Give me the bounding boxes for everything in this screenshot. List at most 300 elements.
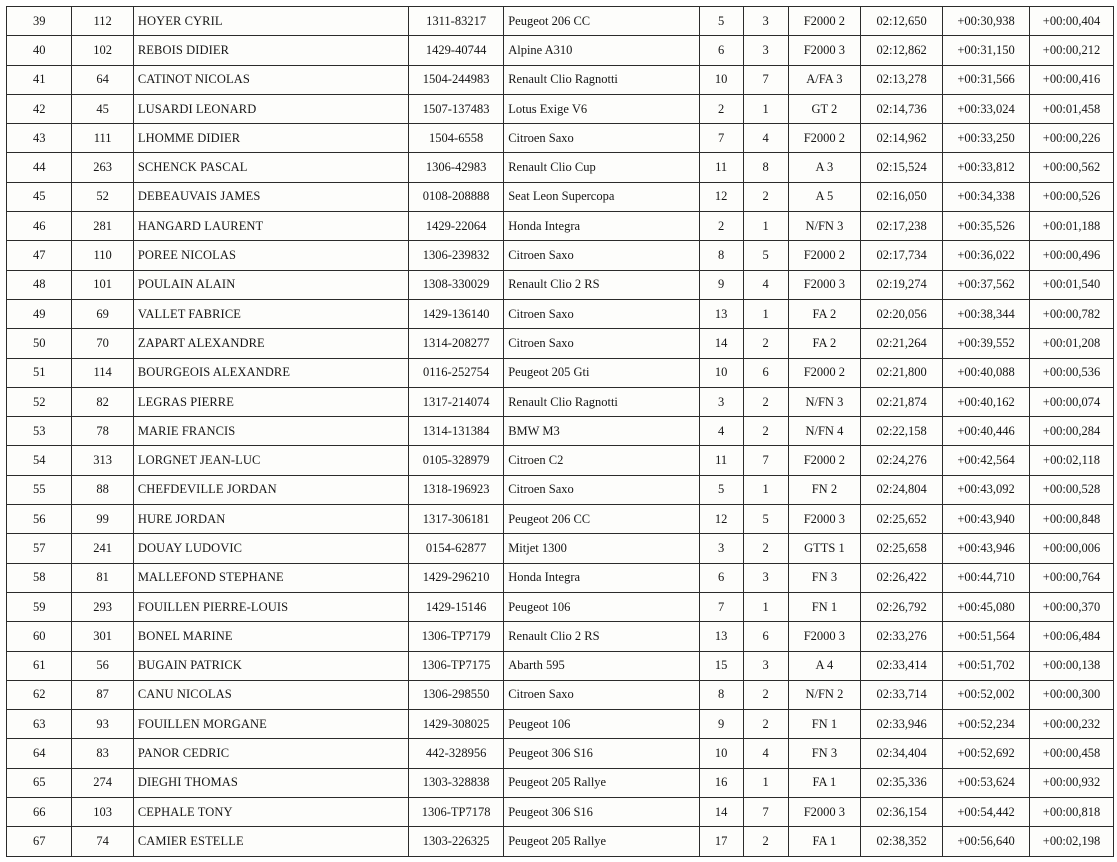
gap-previous-cell: +00:00,212	[1030, 36, 1114, 65]
group-cell: F2000 3	[788, 270, 861, 299]
gap-leader-cell: +00:35,526	[943, 212, 1030, 241]
license-cell: 0116-252754	[409, 358, 504, 387]
group-cell: A 4	[788, 651, 861, 680]
rank-cell: 57	[7, 534, 72, 563]
car-number-cell: 82	[72, 387, 133, 416]
time-cell: 02:20,056	[861, 299, 943, 328]
rank-cell: 52	[7, 387, 72, 416]
group-place-cell: 2	[743, 182, 788, 211]
group-cell: GT 2	[788, 94, 861, 123]
car-model-cell: Renault Clio Cup	[504, 153, 699, 182]
class-rank-cell: 14	[699, 329, 743, 358]
license-cell: 1311-83217	[409, 7, 504, 36]
car-model-cell: Peugeot 206 CC	[504, 505, 699, 534]
gap-leader-cell: +00:33,812	[943, 153, 1030, 182]
class-rank-cell: 6	[699, 36, 743, 65]
class-rank-cell: 5	[699, 475, 743, 504]
class-rank-cell: 8	[699, 241, 743, 270]
group-cell: GTTS 1	[788, 534, 861, 563]
driver-name-cell: BOURGEOIS ALEXANDRE	[133, 358, 408, 387]
gap-leader-cell: +00:39,552	[943, 329, 1030, 358]
car-number-cell: 241	[72, 534, 133, 563]
gap-previous-cell: +00:00,818	[1030, 798, 1114, 827]
table-row	[7, 153, 1114, 182]
gap-leader-cell: +00:53,624	[943, 768, 1030, 797]
table-row	[7, 124, 1114, 153]
table-row	[7, 622, 1114, 651]
gap-leader-cell: +00:52,234	[943, 710, 1030, 739]
time-cell: 02:35,336	[861, 768, 943, 797]
car-model-cell: Peugeot 205 Rallye	[504, 827, 699, 856]
license-cell: 1507-137483	[409, 94, 504, 123]
rank-cell: 49	[7, 299, 72, 328]
table-row	[7, 182, 1114, 211]
group-place-cell: 2	[743, 827, 788, 856]
car-model-cell: Honda Integra	[504, 212, 699, 241]
car-number-cell: 111	[72, 124, 133, 153]
rank-cell: 40	[7, 36, 72, 65]
group-place-cell: 2	[743, 534, 788, 563]
rank-cell: 59	[7, 592, 72, 621]
time-cell: 02:33,946	[861, 710, 943, 739]
rank-cell: 67	[7, 827, 72, 856]
license-cell: 0108-208888	[409, 182, 504, 211]
class-rank-cell: 11	[699, 153, 743, 182]
group-cell: N/FN 3	[788, 387, 861, 416]
group-cell: N/FN 3	[788, 212, 861, 241]
license-cell: 1504-244983	[409, 65, 504, 94]
gap-leader-cell: +00:42,564	[943, 446, 1030, 475]
car-model-cell: Citroen Saxo	[504, 680, 699, 709]
rank-cell: 44	[7, 153, 72, 182]
time-cell: 02:33,276	[861, 622, 943, 651]
rank-cell: 47	[7, 241, 72, 270]
table-row	[7, 563, 1114, 592]
group-place-cell: 3	[743, 651, 788, 680]
time-cell: 02:17,734	[861, 241, 943, 270]
gap-previous-cell: +00:00,932	[1030, 768, 1114, 797]
gap-previous-cell: +00:01,208	[1030, 329, 1114, 358]
license-cell: 1314-131384	[409, 417, 504, 446]
group-cell: FN 1	[788, 710, 861, 739]
gap-previous-cell: +00:00,284	[1030, 417, 1114, 446]
driver-name-cell: CEPHALE TONY	[133, 798, 408, 827]
gap-leader-cell: +00:31,566	[943, 65, 1030, 94]
car-model-cell: Peugeot 205 Rallye	[504, 768, 699, 797]
license-cell: 1303-226325	[409, 827, 504, 856]
table-row	[7, 358, 1114, 387]
rank-cell: 56	[7, 505, 72, 534]
group-cell: F2000 3	[788, 622, 861, 651]
car-model-cell: Lotus Exige V6	[504, 94, 699, 123]
table-row	[7, 768, 1114, 797]
class-rank-cell: 12	[699, 182, 743, 211]
driver-name-cell: CHEFDEVILLE JORDAN	[133, 475, 408, 504]
car-model-cell: Abarth 595	[504, 651, 699, 680]
car-number-cell: 101	[72, 270, 133, 299]
license-cell: 1306-TP7175	[409, 651, 504, 680]
license-cell: 1317-306181	[409, 505, 504, 534]
gap-leader-cell: +00:52,692	[943, 739, 1030, 768]
class-rank-cell: 2	[699, 212, 743, 241]
driver-name-cell: ZAPART ALEXANDRE	[133, 329, 408, 358]
car-model-cell: Mitjet 1300	[504, 534, 699, 563]
driver-name-cell: DEBEAUVAIS JAMES	[133, 182, 408, 211]
gap-previous-cell: +00:00,226	[1030, 124, 1114, 153]
group-place-cell: 8	[743, 153, 788, 182]
group-cell: F2000 2	[788, 358, 861, 387]
group-cell: F2000 2	[788, 241, 861, 270]
gap-leader-cell: +00:44,710	[943, 563, 1030, 592]
car-model-cell: Peugeot 206 CC	[504, 7, 699, 36]
car-number-cell: 112	[72, 7, 133, 36]
license-cell: 1504-6558	[409, 124, 504, 153]
group-cell: FN 1	[788, 592, 861, 621]
gap-leader-cell: +00:43,092	[943, 475, 1030, 504]
rank-cell: 66	[7, 798, 72, 827]
car-model-cell: Renault Clio Ragnotti	[504, 387, 699, 416]
car-number-cell: 64	[72, 65, 133, 94]
car-number-cell: 81	[72, 563, 133, 592]
time-cell: 02:14,736	[861, 94, 943, 123]
gap-leader-cell: +00:43,946	[943, 534, 1030, 563]
class-rank-cell: 8	[699, 680, 743, 709]
car-number-cell: 103	[72, 798, 133, 827]
time-cell: 02:13,278	[861, 65, 943, 94]
class-rank-cell: 13	[699, 622, 743, 651]
gap-previous-cell: +00:00,416	[1030, 65, 1114, 94]
group-cell: FA 1	[788, 768, 861, 797]
license-cell: 1303-328838	[409, 768, 504, 797]
results-table	[6, 6, 1114, 857]
car-model-cell: Renault Clio Ragnotti	[504, 65, 699, 94]
time-cell: 02:36,154	[861, 798, 943, 827]
time-cell: 02:19,274	[861, 270, 943, 299]
rank-cell: 54	[7, 446, 72, 475]
group-place-cell: 3	[743, 7, 788, 36]
driver-name-cell: HOYER CYRIL	[133, 7, 408, 36]
group-place-cell: 2	[743, 680, 788, 709]
time-cell: 02:12,650	[861, 7, 943, 36]
time-cell: 02:15,524	[861, 153, 943, 182]
gap-previous-cell: +00:00,764	[1030, 563, 1114, 592]
group-place-cell: 1	[743, 592, 788, 621]
gap-leader-cell: +00:33,250	[943, 124, 1030, 153]
gap-previous-cell: +00:00,138	[1030, 651, 1114, 680]
rank-cell: 63	[7, 710, 72, 739]
driver-name-cell: CANU NICOLAS	[133, 680, 408, 709]
table-row	[7, 798, 1114, 827]
gap-previous-cell: +00:00,074	[1030, 387, 1114, 416]
group-place-cell: 1	[743, 768, 788, 797]
gap-previous-cell: +00:00,536	[1030, 358, 1114, 387]
car-model-cell: Seat Leon Supercopa	[504, 182, 699, 211]
gap-leader-cell: +00:51,702	[943, 651, 1030, 680]
license-cell: 1306-298550	[409, 680, 504, 709]
driver-name-cell: DOUAY LUDOVIC	[133, 534, 408, 563]
license-cell: 1314-208277	[409, 329, 504, 358]
table-row	[7, 739, 1114, 768]
group-cell: N/FN 2	[788, 680, 861, 709]
class-rank-cell: 13	[699, 299, 743, 328]
gap-leader-cell: +00:40,162	[943, 387, 1030, 416]
time-cell: 02:17,238	[861, 212, 943, 241]
gap-leader-cell: +00:40,446	[943, 417, 1030, 446]
driver-name-cell: VALLET FABRICE	[133, 299, 408, 328]
gap-previous-cell: +00:00,458	[1030, 739, 1114, 768]
table-row	[7, 94, 1114, 123]
car-model-cell: Renault Clio 2 RS	[504, 622, 699, 651]
car-number-cell: 69	[72, 299, 133, 328]
rank-cell: 53	[7, 417, 72, 446]
car-number-cell: 313	[72, 446, 133, 475]
class-rank-cell: 2	[699, 94, 743, 123]
group-cell: F2000 3	[788, 798, 861, 827]
group-place-cell: 7	[743, 798, 788, 827]
driver-name-cell: SCHENCK PASCAL	[133, 153, 408, 182]
gap-previous-cell: +00:00,848	[1030, 505, 1114, 534]
car-number-cell: 281	[72, 212, 133, 241]
table-row	[7, 241, 1114, 270]
gap-leader-cell: +00:45,080	[943, 592, 1030, 621]
driver-name-cell: LEGRAS PIERRE	[133, 387, 408, 416]
car-number-cell: 88	[72, 475, 133, 504]
driver-name-cell: POREE NICOLAS	[133, 241, 408, 270]
class-rank-cell: 3	[699, 534, 743, 563]
table-row	[7, 651, 1114, 680]
table-row	[7, 387, 1114, 416]
class-rank-cell: 17	[699, 827, 743, 856]
time-cell: 02:26,792	[861, 592, 943, 621]
rank-cell: 61	[7, 651, 72, 680]
group-cell: FN 2	[788, 475, 861, 504]
license-cell: 1308-330029	[409, 270, 504, 299]
rank-cell: 65	[7, 768, 72, 797]
time-cell: 02:21,874	[861, 387, 943, 416]
time-cell: 02:25,652	[861, 505, 943, 534]
time-cell: 02:16,050	[861, 182, 943, 211]
driver-name-cell: LHOMME DIDIER	[133, 124, 408, 153]
rank-cell: 55	[7, 475, 72, 504]
license-cell: 1306-TP7179	[409, 622, 504, 651]
group-place-cell: 6	[743, 622, 788, 651]
group-place-cell: 5	[743, 505, 788, 534]
car-number-cell: 83	[72, 739, 133, 768]
gap-previous-cell: +00:00,404	[1030, 7, 1114, 36]
gap-previous-cell: +00:01,458	[1030, 94, 1114, 123]
group-cell: A 5	[788, 182, 861, 211]
driver-name-cell: LORGNET JEAN-LUC	[133, 446, 408, 475]
results-sheet	[6, 6, 1114, 856]
car-model-cell: BMW M3	[504, 417, 699, 446]
gap-previous-cell: +00:00,526	[1030, 182, 1114, 211]
car-number-cell: 56	[72, 651, 133, 680]
car-number-cell: 301	[72, 622, 133, 651]
car-model-cell: Citroen Saxo	[504, 241, 699, 270]
rank-cell: 58	[7, 563, 72, 592]
time-cell: 02:34,404	[861, 739, 943, 768]
group-place-cell: 3	[743, 36, 788, 65]
license-cell: 0154-62877	[409, 534, 504, 563]
car-number-cell: 70	[72, 329, 133, 358]
license-cell: 1306-42983	[409, 153, 504, 182]
class-rank-cell: 10	[699, 65, 743, 94]
table-row	[7, 680, 1114, 709]
group-cell: F2000 2	[788, 7, 861, 36]
driver-name-cell: MARIE FRANCIS	[133, 417, 408, 446]
gap-previous-cell: +00:00,528	[1030, 475, 1114, 504]
class-rank-cell: 16	[699, 768, 743, 797]
car-model-cell: Citroen C2	[504, 446, 699, 475]
gap-leader-cell: +00:30,938	[943, 7, 1030, 36]
license-cell: 1306-239832	[409, 241, 504, 270]
driver-name-cell: POULAIN ALAIN	[133, 270, 408, 299]
table-row	[7, 475, 1114, 504]
time-cell: 02:38,352	[861, 827, 943, 856]
gap-leader-cell: +00:52,002	[943, 680, 1030, 709]
group-cell: A 3	[788, 153, 861, 182]
gap-previous-cell: +00:00,562	[1030, 153, 1114, 182]
table-row	[7, 270, 1114, 299]
gap-previous-cell: +00:01,540	[1030, 270, 1114, 299]
gap-previous-cell: +00:00,006	[1030, 534, 1114, 563]
table-row	[7, 446, 1114, 475]
gap-leader-cell: +00:38,344	[943, 299, 1030, 328]
gap-leader-cell: +00:31,150	[943, 36, 1030, 65]
license-cell: 1429-136140	[409, 299, 504, 328]
driver-name-cell: HURE JORDAN	[133, 505, 408, 534]
car-number-cell: 93	[72, 710, 133, 739]
rank-cell: 45	[7, 182, 72, 211]
class-rank-cell: 11	[699, 446, 743, 475]
class-rank-cell: 7	[699, 592, 743, 621]
table-row	[7, 592, 1114, 621]
group-place-cell: 1	[743, 475, 788, 504]
car-model-cell: Peugeot 106	[504, 710, 699, 739]
group-place-cell: 2	[743, 329, 788, 358]
group-place-cell: 5	[743, 241, 788, 270]
rank-cell: 62	[7, 680, 72, 709]
car-number-cell: 263	[72, 153, 133, 182]
driver-name-cell: BUGAIN PATRICK	[133, 651, 408, 680]
time-cell: 02:21,264	[861, 329, 943, 358]
car-model-cell: Honda Integra	[504, 563, 699, 592]
table-row	[7, 710, 1114, 739]
table-row	[7, 827, 1114, 856]
table-row	[7, 65, 1114, 94]
table-row	[7, 212, 1114, 241]
class-rank-cell: 4	[699, 417, 743, 446]
car-number-cell: 52	[72, 182, 133, 211]
car-number-cell: 74	[72, 827, 133, 856]
class-rank-cell: 14	[699, 798, 743, 827]
rank-cell: 60	[7, 622, 72, 651]
license-cell: 442-328956	[409, 739, 504, 768]
class-rank-cell: 12	[699, 505, 743, 534]
group-place-cell: 2	[743, 710, 788, 739]
table-row	[7, 329, 1114, 358]
time-cell: 02:33,714	[861, 680, 943, 709]
group-place-cell: 1	[743, 212, 788, 241]
rank-cell: 50	[7, 329, 72, 358]
gap-leader-cell: +00:34,338	[943, 182, 1030, 211]
time-cell: 02:21,800	[861, 358, 943, 387]
driver-name-cell: FOUILLEN PIERRE-LOUIS	[133, 592, 408, 621]
time-cell: 02:24,804	[861, 475, 943, 504]
group-place-cell: 2	[743, 417, 788, 446]
driver-name-cell: MALLEFOND STEPHANE	[133, 563, 408, 592]
car-number-cell: 114	[72, 358, 133, 387]
class-rank-cell: 7	[699, 124, 743, 153]
gap-leader-cell: +00:33,024	[943, 94, 1030, 123]
gap-leader-cell: +00:56,640	[943, 827, 1030, 856]
license-cell: 1317-214074	[409, 387, 504, 416]
group-place-cell: 6	[743, 358, 788, 387]
car-number-cell: 293	[72, 592, 133, 621]
time-cell: 02:24,276	[861, 446, 943, 475]
table-row	[7, 417, 1114, 446]
group-place-cell: 4	[743, 739, 788, 768]
driver-name-cell: DIEGHI THOMAS	[133, 768, 408, 797]
driver-name-cell: BONEL MARINE	[133, 622, 408, 651]
car-model-cell: Citroen Saxo	[504, 329, 699, 358]
group-cell: F2000 3	[788, 36, 861, 65]
driver-name-cell: CATINOT NICOLAS	[133, 65, 408, 94]
results-table-body	[7, 7, 1114, 857]
time-cell: 02:22,158	[861, 417, 943, 446]
car-model-cell: Peugeot 106	[504, 592, 699, 621]
class-rank-cell: 6	[699, 563, 743, 592]
driver-name-cell: PANOR CEDRIC	[133, 739, 408, 768]
license-cell: 1318-196923	[409, 475, 504, 504]
license-cell: 1429-15146	[409, 592, 504, 621]
license-cell: 1429-308025	[409, 710, 504, 739]
car-model-cell: Peugeot 205 Gti	[504, 358, 699, 387]
gap-previous-cell: +00:01,188	[1030, 212, 1114, 241]
driver-name-cell: LUSARDI LEONARD	[133, 94, 408, 123]
class-rank-cell: 3	[699, 387, 743, 416]
license-cell: 1429-296210	[409, 563, 504, 592]
time-cell: 02:25,658	[861, 534, 943, 563]
car-model-cell: Alpine A310	[504, 36, 699, 65]
driver-name-cell: HANGARD LAURENT	[133, 212, 408, 241]
car-number-cell: 274	[72, 768, 133, 797]
gap-leader-cell: +00:37,562	[943, 270, 1030, 299]
rank-cell: 48	[7, 270, 72, 299]
group-place-cell: 4	[743, 270, 788, 299]
license-cell: 0105-328979	[409, 446, 504, 475]
group-place-cell: 7	[743, 446, 788, 475]
rank-cell: 64	[7, 739, 72, 768]
car-number-cell: 87	[72, 680, 133, 709]
gap-previous-cell: +00:02,198	[1030, 827, 1114, 856]
table-row	[7, 534, 1114, 563]
group-cell: FA 2	[788, 329, 861, 358]
time-cell: 02:14,962	[861, 124, 943, 153]
car-number-cell: 102	[72, 36, 133, 65]
class-rank-cell: 10	[699, 739, 743, 768]
table-row	[7, 36, 1114, 65]
car-model-cell: Peugeot 306 S16	[504, 739, 699, 768]
car-model-cell: Citroen Saxo	[504, 124, 699, 153]
class-rank-cell: 15	[699, 651, 743, 680]
time-cell: 02:12,862	[861, 36, 943, 65]
group-cell: F2000 3	[788, 505, 861, 534]
group-cell: FA 1	[788, 827, 861, 856]
car-number-cell: 110	[72, 241, 133, 270]
gap-previous-cell: +00:00,370	[1030, 592, 1114, 621]
gap-previous-cell: +00:00,496	[1030, 241, 1114, 270]
